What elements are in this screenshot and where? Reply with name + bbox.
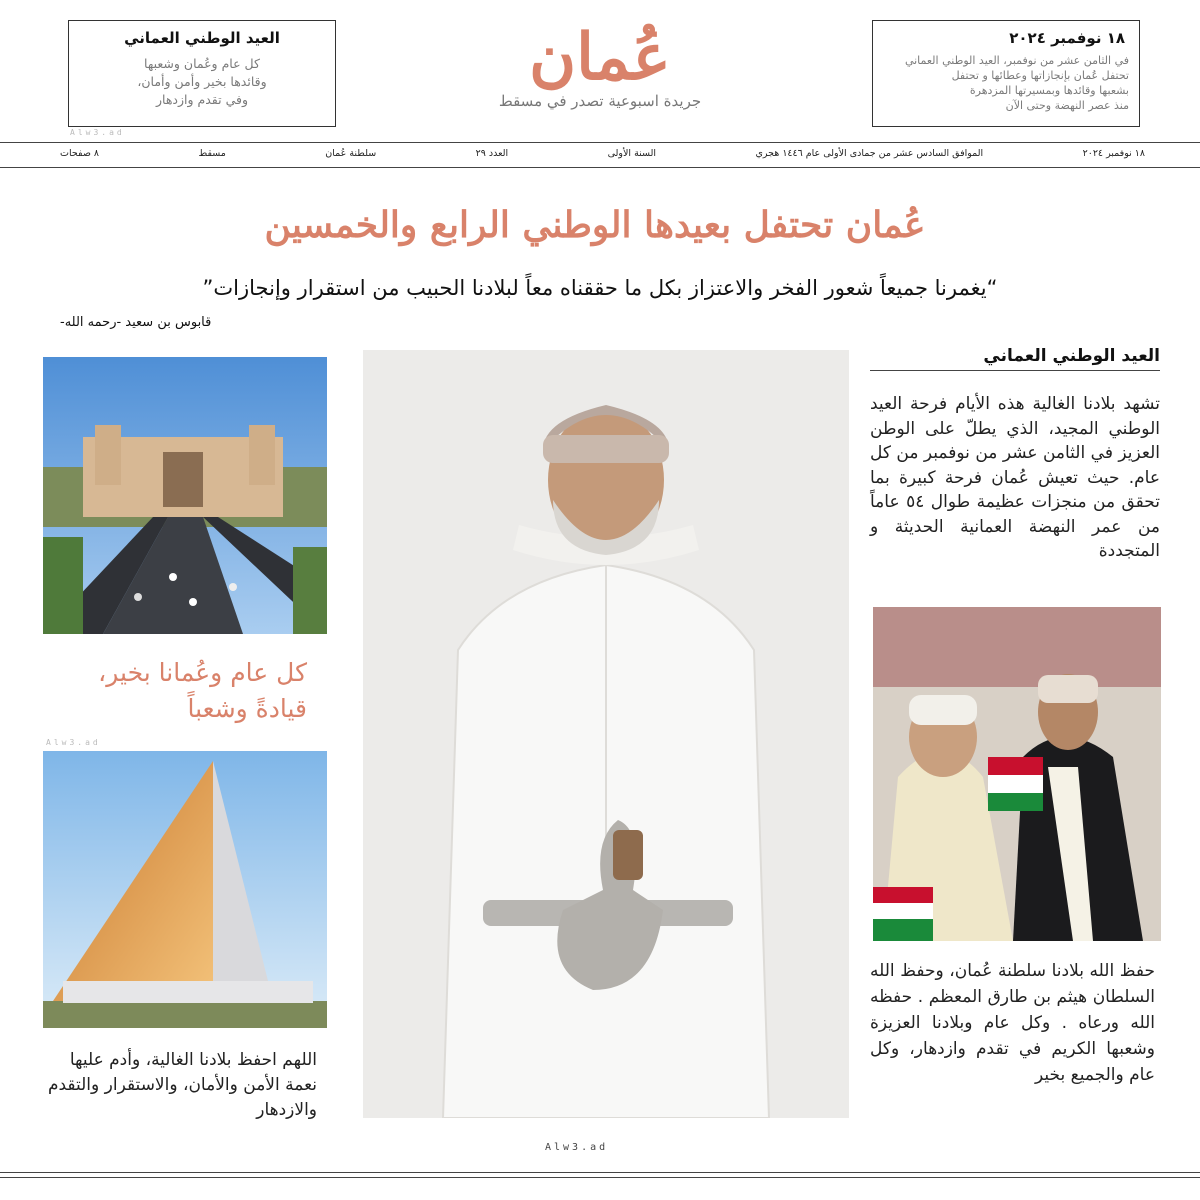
info-country: سلطنة عُمان	[325, 148, 377, 159]
info-hijri: الموافق السادس عشر من جمادى الأولى عام ١٤٤٦ هجري	[755, 148, 984, 159]
right-column-paragraph: تشهد بلادنا الغالية هذه الأيام فرحة العيد الوطني المجيد، الذي يطلّ على الوطن العزيز في الثامن عشر من نوفمبر من كل عام. حيث تعيش عُمان فرحة كبيرة بما تحقق من منجزات عظيمة طوال ٥٤ عاماً من عمر النهضة العمانية الحديثة و المتجددة	[870, 394, 1160, 561]
right-info-box	[872, 20, 1140, 127]
rulers-photo	[873, 607, 1161, 941]
slogan-line: قيادةً وشعباً	[187, 694, 307, 723]
watermark: Alw3.ad	[70, 128, 125, 137]
rulers-illustration	[873, 607, 1161, 941]
left-box-line: وقائدها بخير وأمن وأمان،	[137, 74, 267, 89]
left-box-title: العيد الوطني العماني	[124, 29, 280, 47]
quote-text: “يغمرنا جميعاً شعور الفخر والاعتزاز بكل ما حققناه معاً لبلادنا الحبيب من استقرار وإنجازات”	[202, 276, 998, 300]
left-info-box	[68, 20, 336, 127]
info-city: مسقط	[198, 148, 226, 159]
info-year: السنة الأولى	[607, 148, 657, 159]
right-box-line: بشعبها وقائدها وبمسيرتها المزدهرة	[969, 84, 1129, 97]
top-rule	[0, 142, 1200, 143]
portrait-illustration	[363, 350, 849, 1118]
sultan-portrait	[363, 350, 849, 1118]
left-box-line: كل عام وعُمان وشعبها	[144, 56, 260, 71]
info-pages: ٨ صفحات	[60, 148, 100, 159]
monument-photo	[43, 751, 327, 1028]
fort-illustration	[43, 357, 327, 634]
masthead-subtitle: جريدة اسبوعية تصدر في مسقط	[498, 92, 702, 110]
right-box-line: في الثامن عشر من نوفمبر، العيد الوطني العماني	[904, 54, 1129, 67]
quote-author: قابوس بن سعيد -رحمه الله-	[60, 315, 212, 330]
right-column-title: العيد الوطني العماني	[870, 346, 1160, 371]
monument-illustration	[43, 751, 327, 1028]
right-column-closing: حفظ الله بلادنا سلطنة عُمان، وحفظ الله السلطان هيثم بن طارق المعظم . حفظه الله ورعاه . وكل عام وبلادنا العزيزة وشعبها الكريم في تقدم وازدهار، وكل عام والجميع بخير	[870, 961, 1155, 1085]
left-box-text	[69, 55, 335, 109]
headline: عُمان تحتفل بعيدها الوطني الرابع والخمسين	[264, 204, 926, 246]
page-bottom-rule	[0, 1172, 1200, 1173]
left-box-line: وفي تقدم وازدهار	[155, 92, 249, 107]
info-bar	[60, 148, 1145, 166]
info-issue: العدد ٢٩	[475, 148, 509, 159]
right-box-date: ١٨ نوفمبر ٢٠٢٤	[1009, 29, 1125, 47]
masthead	[450, 18, 750, 123]
slogan	[42, 655, 307, 727]
watermark: Alw3.ad	[46, 738, 101, 747]
info-date: ١٨ نوفمبر ٢٠٢٤	[1082, 148, 1145, 159]
bottom-info-rule	[0, 167, 1200, 168]
slogan-line: كل عام وعُمانا بخير،	[98, 658, 307, 687]
prayer-text: اللهم احفظ بلادنا الغالية، وأدم عليها نعمة الأمن والأمان، والاستقرار والتقدم والازدهار	[47, 1050, 317, 1120]
fort-photo	[43, 357, 327, 634]
right-box-line: منذ عصر النهضة وحتى الآن	[1005, 99, 1129, 112]
right-box-text	[873, 53, 1139, 113]
page-bottom-rule	[0, 1177, 1200, 1178]
watermark: Alw3.ad	[545, 1142, 609, 1153]
right-box-line: تحتفل عُمان بإنجازاتها وعطائها و تحتفل	[951, 69, 1129, 82]
masthead-logo: عُمان	[529, 20, 671, 95]
